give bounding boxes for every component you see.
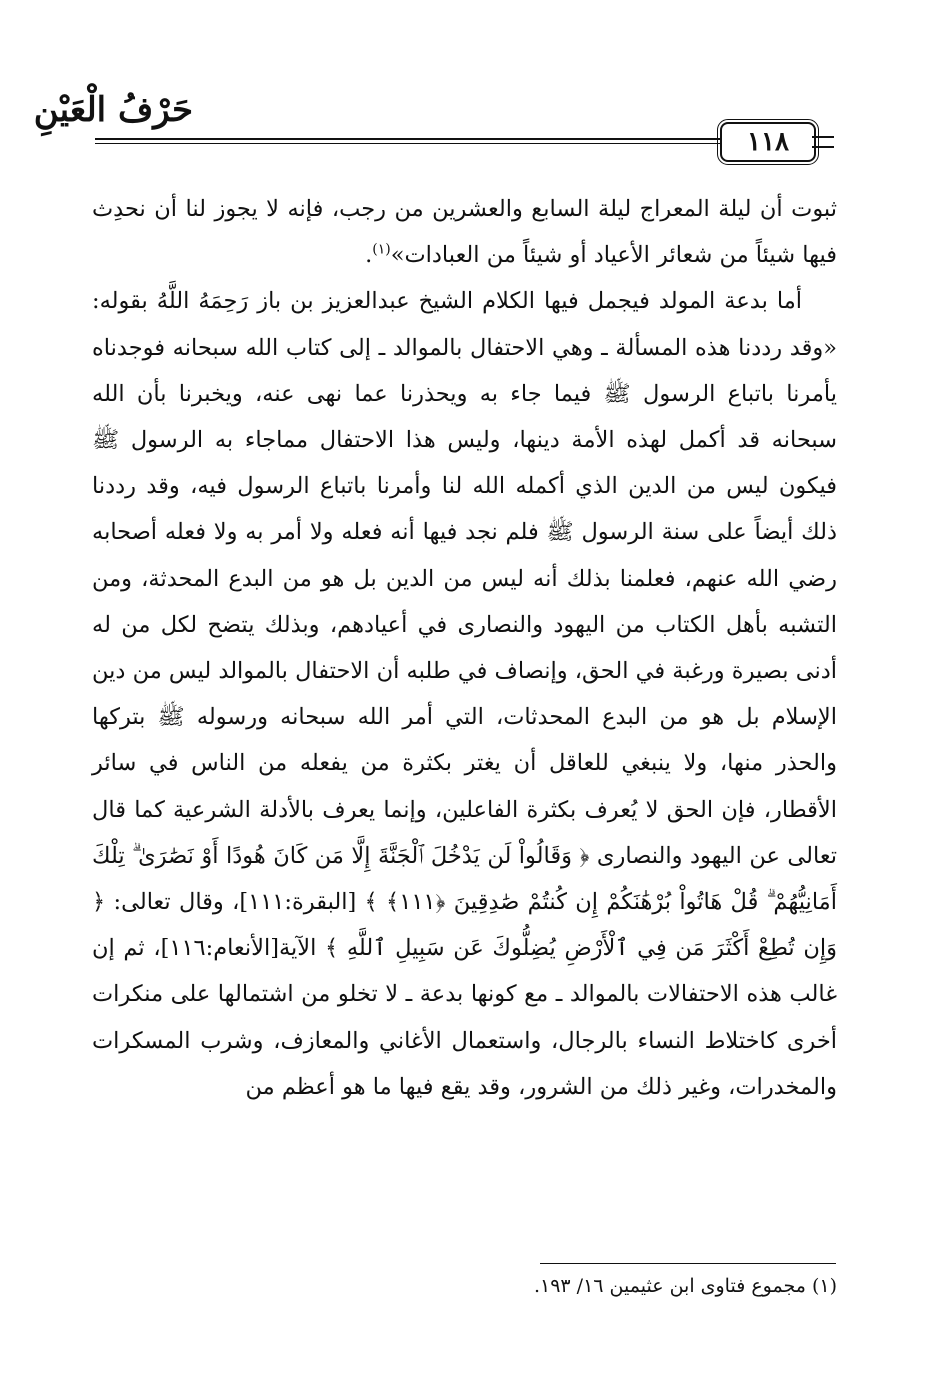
text-line: باتباع الرسول ﷺ فيما جاء به ويحذرنا عما نهى عنه، ويخبرنا بأن الله سبحانه قد [92, 380, 837, 454]
quran-verse-line: ﴿ وَإِن تُطِعْ أَكْثَرَ مَن فِي ٱلْأَرْضِ يُضِلُّوكَ عَن سَبِيلِ ٱللَّهِ ﴾ الآية[الأنعام:١١٦]، ثم إن [92, 889, 837, 962]
paragraph-1 [92, 186, 837, 278]
text-line: غالب هذه الاحتفالات بالموالد ـ مع كونها بدعة ـ لا تخلو من اشتمالها على [170, 981, 837, 1008]
footnote: (١) مجموع فتاوى ابن عثيمين ١٦/ ١٩٣. [533, 1275, 837, 1297]
text-line: . [365, 242, 373, 269]
header-ornament [812, 136, 834, 148]
page-number [720, 122, 816, 162]
text-line: ورغبة في الحق، وإنصاف في طلبه أن الاحتفال بالموالد ليس من دين الإسلام بل [92, 658, 838, 731]
text-line: يُعرف بكثرة الفاعلين، وإنما يعرف بالأدلة الشرعية كما قال تعالى عن اليهود [92, 796, 837, 869]
text-line: المسكرات والمخدرات، وغير ذلك من الشرور، وقد يقع فيها ما هو أعظم من [92, 1027, 837, 1100]
body-text [92, 186, 837, 1110]
paragraph-2 [92, 278, 837, 1110]
text-line: الكتاب من اليهود والنصارى في أعيادهم، وبذلك يتضح لكل من له أدنى بصيرة [92, 611, 838, 685]
page-number-text: ١١٨ [747, 127, 789, 157]
chapter-title: حَرْفُ الْعَيْنِ [33, 90, 193, 130]
text-line: من الدين الذي أكمله الله لنا وأمرنا باتباع الرسول فيه، وقد رددنا ذلك أيضاً على [92, 473, 838, 546]
text-line: أكمل لهذه الأمة دينها، وليس هذا الاحتفال مماجاء به الرسول ﷺ فيكون ليس [92, 427, 838, 500]
text-line: سنة الرسول ﷺ فلم نجد فيها أنه فعله ولا أمر به ولا فعله أصحابه رضي الله [92, 519, 838, 592]
quran-verse-line: والنصارى ﴿ وَقَالُواْ لَن يَدْخُلَ ٱلْجَنَّةَ إِلَّا مَن كَانَ هُودًا أَوْ نَصَٰرَىٰ ۗ تِلْكَ أَمَانِيُّهُمْ ۗ [92, 842, 837, 916]
text-line: منكرات أخرى كاختلاط النساء بالرجال، واستعمال الأغاني والمعازف، وشرب [92, 981, 837, 1054]
footnote-ref: (١) [372, 241, 391, 258]
text-line: أما بدعة المولد فيجمل فيها الكلام الشيخ عبدالعزيز بن باز رَحِمَهُ اللَّهُ بقوله: «وقد [92, 288, 837, 361]
text-line: هو من البدع المحدثات، التي أمر الله سبحانه ورسوله ﷺ بتركها والحذر منها، [92, 704, 837, 777]
text-line: رددنا هذه المسألة ـ وهي الاحتفال بالموالد ـ إلى كتاب الله سبحانه فوجدناه يأمرنا [92, 334, 837, 407]
footnote-rule [540, 1263, 836, 1264]
text-line: ولا ينبغي للعاقل أن يغتر بكثرة من يفعله من الناس في سائر الأقطار، فإن الحق لا [92, 750, 838, 823]
header-rule [95, 138, 725, 140]
text-line: ثبوت أن ليلة المعراج ليلة السابع والعشرين من رجب، فإنه لا يجوز لنا أن نحدِث [92, 196, 837, 222]
quran-verse-line: قُلْ هَاتُواْ بُرْهَٰنَكُمْ إِن كُنتُمْ صَٰدِقِينَ ﴿١١١﴾ ﴾ [البقرة:١١١]، وقال تعالى: [113, 889, 759, 916]
text-line: فيها شيئاً من شعائر الأعياد أو شيئاً من العبادات» [390, 242, 837, 269]
text-line: عنهم، فعلمنا بذلك أنه ليس من الدين بل هو من البدع المحدثة، ومن التشبه بأهل [92, 565, 837, 638]
